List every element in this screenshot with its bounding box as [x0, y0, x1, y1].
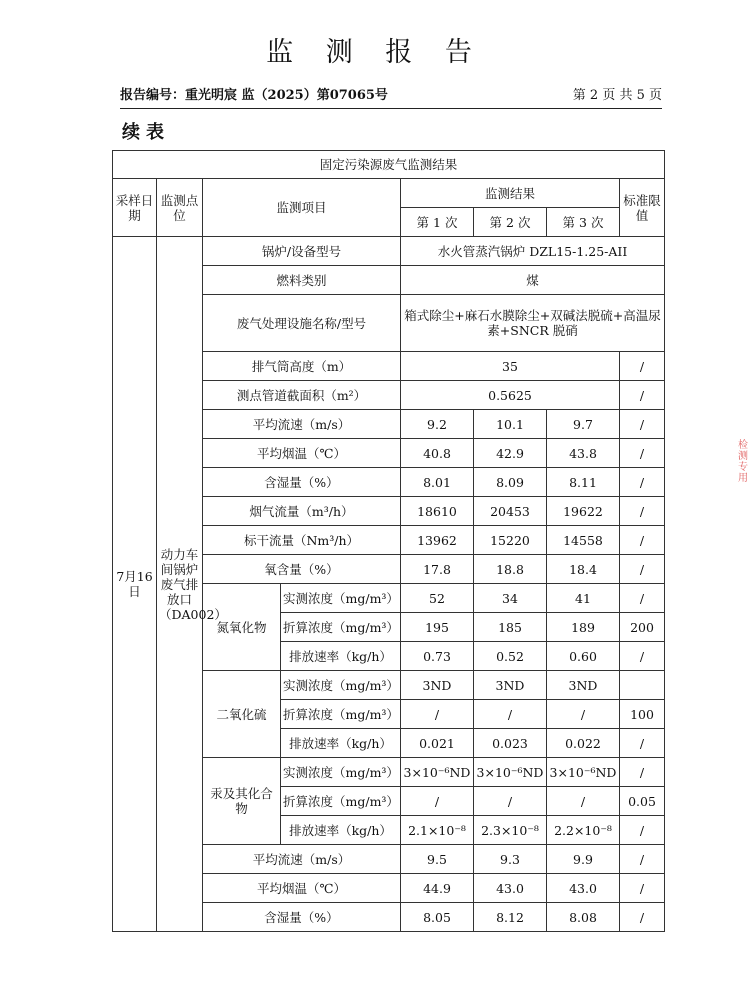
run-3-value: / [547, 700, 620, 729]
run-2-value: 8.09 [474, 468, 547, 497]
limit-value: / [620, 497, 665, 526]
run-1-value: 0.021 [401, 729, 474, 758]
run-1-value: 40.8 [401, 439, 474, 468]
run-2-value: 8.12 [474, 903, 547, 932]
run-1-value: 52 [401, 584, 474, 613]
run-2-value: 42.9 [474, 439, 547, 468]
run-3-value: 0.022 [547, 729, 620, 758]
limit-value: / [620, 758, 665, 787]
sub-item-name: 排放速率（kg/h） [281, 816, 401, 845]
limit-value: / [620, 874, 665, 903]
sub-item-name: 实测浓度（mg/m³） [281, 758, 401, 787]
item-name: 排气筒高度（m） [203, 352, 401, 381]
seal-edge-mark: 检 测 专 用 [738, 440, 748, 484]
run-3-value: 14558 [547, 526, 620, 555]
run-1-value: 9.2 [401, 410, 474, 439]
page-number: 第 2 页 共 5 页 [572, 88, 662, 103]
run-3-value: 8.11 [547, 468, 620, 497]
table-row [113, 237, 665, 266]
item-name: 平均流速（m/s） [203, 410, 401, 439]
limit-value: / [620, 381, 665, 410]
run-3-value: 18.4 [547, 555, 620, 584]
run-1-value: 13962 [401, 526, 474, 555]
item-name: 含湿量（%） [203, 903, 401, 932]
merged-value: 0.5625 [401, 381, 620, 410]
run-1-value: 3ND [401, 671, 474, 700]
sub-item-name: 排放速率（kg/h） [281, 729, 401, 758]
sub-item-name: 折算浓度（mg/m³） [281, 787, 401, 816]
run-2-value: 0.023 [474, 729, 547, 758]
run-3-value: 41 [547, 584, 620, 613]
limit-value: / [620, 526, 665, 555]
header-divider [120, 108, 662, 109]
item-name: 测点管道截面积（m²） [203, 381, 401, 410]
pollutant-name: 氮氧化物 [203, 584, 281, 671]
run-3-value: 43.0 [547, 874, 620, 903]
limit-value: / [620, 584, 665, 613]
header-limit: 标准限值 [620, 179, 665, 237]
item-name: 废气处理设施名称/型号 [203, 295, 401, 352]
run-2-value: 9.3 [474, 845, 547, 874]
item-name: 平均烟温（℃） [203, 439, 401, 468]
run-1-value: 8.01 [401, 468, 474, 497]
header-run-1: 第 1 次 [401, 208, 474, 237]
limit-value: / [620, 352, 665, 381]
run-3-value: 19622 [547, 497, 620, 526]
item-name: 烟气流量（m³/h） [203, 497, 401, 526]
run-1-value: 9.5 [401, 845, 474, 874]
pollutant-name: 汞及其化合物 [203, 758, 281, 845]
limit-value: / [620, 468, 665, 497]
report-number: 报告编号：重光明宸 监（2025）第07065号 [120, 88, 388, 103]
limit-value: / [620, 903, 665, 932]
table-caption: 固定污染源废气监测结果 [113, 151, 665, 179]
item-name: 燃料类别 [203, 266, 401, 295]
run-1-value: 8.05 [401, 903, 474, 932]
run-1-value: 195 [401, 613, 474, 642]
run-3-value: 8.08 [547, 903, 620, 932]
sample-date: 7月16日 [113, 237, 157, 932]
run-2-value: 15220 [474, 526, 547, 555]
run-3-value: 3×10⁻⁶ND [547, 758, 620, 787]
merged-value: 箱式除尘+麻石水膜除尘+双碱法脱硫+高温尿素+SNCR 脱硝 [401, 295, 665, 352]
run-3-value: 189 [547, 613, 620, 642]
sub-item-name: 排放速率（kg/h） [281, 642, 401, 671]
run-2-value: 20453 [474, 497, 547, 526]
run-2-value: 10.1 [474, 410, 547, 439]
run-1-value: 44.9 [401, 874, 474, 903]
run-2-value: 2.3×10⁻⁸ [474, 816, 547, 845]
limit-value: / [620, 642, 665, 671]
run-2-value: 3×10⁻⁶ND [474, 758, 547, 787]
header-run-3: 第 3 次 [547, 208, 620, 237]
limit-value: / [620, 845, 665, 874]
run-1-value: 18610 [401, 497, 474, 526]
header-result: 监测结果 [401, 179, 620, 208]
header-run-2: 第 2 次 [474, 208, 547, 237]
run-1-value: / [401, 700, 474, 729]
limit-value: / [620, 816, 665, 845]
sub-item-name: 折算浓度（mg/m³） [281, 700, 401, 729]
pollutant-name: 二氧化硫 [203, 671, 281, 758]
header-point: 监测点位 [157, 179, 203, 237]
limit-value [620, 671, 665, 700]
report-title: 监 测 报 告 [266, 37, 484, 68]
run-3-value: 3ND [547, 671, 620, 700]
run-2-value: 185 [474, 613, 547, 642]
monitoring-table [112, 150, 665, 932]
run-2-value: 18.8 [474, 555, 547, 584]
header-date: 采样日期 [113, 179, 157, 237]
run-2-value: 0.52 [474, 642, 547, 671]
run-1-value: 17.8 [401, 555, 474, 584]
monitoring-point: 动力车间锅炉废气排放口（DA002） [157, 237, 203, 932]
limit-value: 100 [620, 700, 665, 729]
item-name: 平均烟温（℃） [203, 874, 401, 903]
limit-value: / [620, 729, 665, 758]
sub-item-name: 实测浓度（mg/m³） [281, 584, 401, 613]
limit-value: / [620, 439, 665, 468]
run-3-value: 2.2×10⁻⁸ [547, 816, 620, 845]
sub-item-name: 实测浓度（mg/m³） [281, 671, 401, 700]
merged-value: 35 [401, 352, 620, 381]
run-3-value: 0.60 [547, 642, 620, 671]
limit-value: / [620, 410, 665, 439]
run-1-value: 2.1×10⁻⁸ [401, 816, 474, 845]
merged-value: 煤 [401, 266, 665, 295]
merged-value: 水火管蒸汽锅炉 DZL15-1.25-AII [401, 237, 665, 266]
run-2-value: / [474, 787, 547, 816]
run-2-value: 43.0 [474, 874, 547, 903]
limit-value: 200 [620, 613, 665, 642]
run-3-value: 43.8 [547, 439, 620, 468]
item-name: 锅炉/设备型号 [203, 237, 401, 266]
run-2-value: 34 [474, 584, 547, 613]
limit-value: 0.05 [620, 787, 665, 816]
report-info [120, 84, 662, 106]
run-2-value: 3ND [474, 671, 547, 700]
run-1-value: / [401, 787, 474, 816]
header-item: 监测项目 [203, 179, 401, 237]
run-1-value: 3×10⁻⁶ND [401, 758, 474, 787]
item-name: 含湿量（%） [203, 468, 401, 497]
sub-item-name: 折算浓度（mg/m³） [281, 613, 401, 642]
item-name: 标干流量（Nm³/h） [203, 526, 401, 555]
run-1-value: 0.73 [401, 642, 474, 671]
item-name: 氧含量（%） [203, 555, 401, 584]
limit-value: / [620, 555, 665, 584]
run-3-value: / [547, 787, 620, 816]
run-3-value: 9.7 [547, 410, 620, 439]
item-name: 平均流速（m/s） [203, 845, 401, 874]
run-2-value: / [474, 700, 547, 729]
continued-label: 续表 [122, 122, 170, 143]
run-3-value: 9.9 [547, 845, 620, 874]
